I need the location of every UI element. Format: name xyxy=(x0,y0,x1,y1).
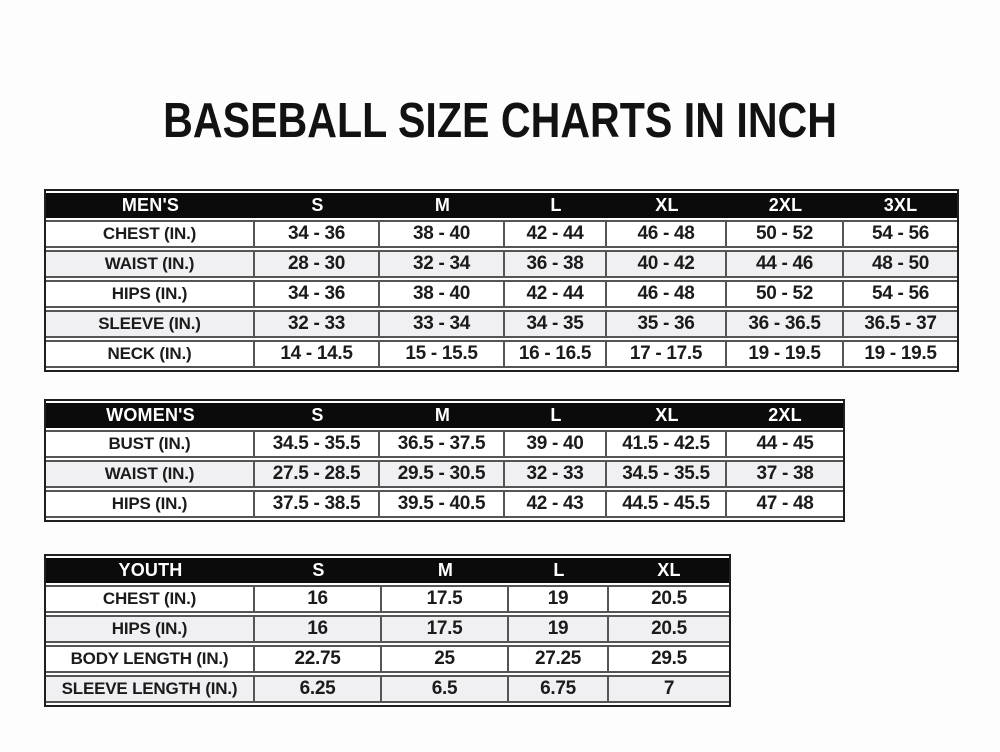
value-cell: 27.5 - 28.5 xyxy=(255,460,380,488)
value-cell: 44 - 45 xyxy=(727,430,843,458)
value-cell: 22.75 xyxy=(255,645,382,673)
row-label-cell: SLEEVE (IN.) xyxy=(46,310,255,338)
value-cell: 38 - 40 xyxy=(380,220,505,248)
value-cell: 40 - 42 xyxy=(607,250,727,278)
value-cell: 16 - 16.5 xyxy=(505,340,607,368)
row-label-cell: WAIST (IN.) xyxy=(46,250,255,278)
youth-size-table xyxy=(44,554,731,707)
value-cell: 42 - 44 xyxy=(505,280,607,308)
value-cell: 6.25 xyxy=(255,675,382,703)
value-cell: 19 xyxy=(509,615,609,643)
row-label-cell: HIPS (IN.) xyxy=(46,615,255,643)
youth-table-title-cell: YOUTH xyxy=(46,558,255,583)
value-cell: 36 - 38 xyxy=(505,250,607,278)
value-cell: 54 - 56 xyxy=(844,280,957,308)
value-cell: 16 xyxy=(255,585,382,613)
value-cell: 20.5 xyxy=(609,615,729,643)
header-row xyxy=(46,193,957,218)
mens-size-table xyxy=(44,189,959,372)
size-header-cell: M xyxy=(380,403,505,428)
value-cell: 28 - 30 xyxy=(255,250,380,278)
size-header-cell: XL xyxy=(607,193,727,218)
value-cell: 19 - 19.5 xyxy=(727,340,844,368)
size-header-cell: 2XL xyxy=(727,403,843,428)
table-row xyxy=(46,615,729,643)
row-label-cell: BUST (IN.) xyxy=(46,430,255,458)
table-row xyxy=(46,430,843,458)
womens-size-table xyxy=(44,399,845,522)
value-cell: 20.5 xyxy=(609,585,729,613)
row-label-cell: WAIST (IN.) xyxy=(46,460,255,488)
value-cell: 41.5 - 42.5 xyxy=(607,430,727,458)
title-bar xyxy=(0,64,1000,179)
table-row xyxy=(46,250,957,278)
value-cell: 29.5 xyxy=(609,645,729,673)
row-label-cell: CHEST (IN.) xyxy=(46,220,255,248)
value-cell: 54 - 56 xyxy=(844,220,957,248)
value-cell: 34 - 35 xyxy=(505,310,607,338)
value-cell: 33 - 34 xyxy=(380,310,505,338)
table-row xyxy=(46,585,729,613)
value-cell: 44 - 46 xyxy=(727,250,844,278)
value-cell: 46 - 48 xyxy=(607,220,727,248)
size-header-cell: XL xyxy=(609,558,729,583)
row-label-cell: SLEEVE LENGTH (IN.) xyxy=(46,675,255,703)
value-cell: 42 - 44 xyxy=(505,220,607,248)
size-header-cell: M xyxy=(380,193,505,218)
value-cell: 34.5 - 35.5 xyxy=(607,460,727,488)
value-cell: 32 - 33 xyxy=(255,310,380,338)
value-cell: 27.25 xyxy=(509,645,609,673)
table-row xyxy=(46,460,843,488)
value-cell: 34 - 36 xyxy=(255,220,380,248)
value-cell: 46 - 48 xyxy=(607,280,727,308)
value-cell: 37 - 38 xyxy=(727,460,843,488)
size-header-cell: XL xyxy=(607,403,727,428)
row-label-cell: HIPS (IN.) xyxy=(46,280,255,308)
table-row xyxy=(46,310,957,338)
value-cell: 47 - 48 xyxy=(727,490,843,518)
table-row xyxy=(46,220,957,248)
page-title: BASEBALL SIZE CHARTS IN INCH xyxy=(163,93,837,148)
table-row xyxy=(46,340,957,368)
value-cell: 6.75 xyxy=(509,675,609,703)
header-row xyxy=(46,558,729,583)
value-cell: 14 - 14.5 xyxy=(255,340,380,368)
size-header-cell: 3XL xyxy=(844,193,957,218)
size-header-cell: S xyxy=(255,193,380,218)
row-label-cell: NECK (IN.) xyxy=(46,340,255,368)
size-header-cell: L xyxy=(505,193,607,218)
value-cell: 50 - 52 xyxy=(727,220,844,248)
size-header-cell: S xyxy=(255,403,380,428)
value-cell: 42 - 43 xyxy=(505,490,607,518)
value-cell: 17.5 xyxy=(382,615,509,643)
value-cell: 25 xyxy=(382,645,509,673)
value-cell: 17 - 17.5 xyxy=(607,340,727,368)
value-cell: 15 - 15.5 xyxy=(380,340,505,368)
table-row xyxy=(46,490,843,518)
value-cell: 32 - 33 xyxy=(505,460,607,488)
value-cell: 37.5 - 38.5 xyxy=(255,490,380,518)
size-header-cell: L xyxy=(509,558,609,583)
table-row xyxy=(46,280,957,308)
womens-table-title-cell: WOMEN'S xyxy=(46,403,255,428)
size-header-cell: M xyxy=(382,558,509,583)
mens-table-title-cell: MEN'S xyxy=(46,193,255,218)
value-cell: 29.5 - 30.5 xyxy=(380,460,505,488)
row-label-cell: CHEST (IN.) xyxy=(46,585,255,613)
row-label-cell: HIPS (IN.) xyxy=(46,490,255,518)
value-cell: 36.5 - 37 xyxy=(844,310,957,338)
value-cell: 19 - 19.5 xyxy=(844,340,957,368)
value-cell: 6.5 xyxy=(382,675,509,703)
table-row xyxy=(46,675,729,703)
size-header-cell: S xyxy=(255,558,382,583)
value-cell: 50 - 52 xyxy=(727,280,844,308)
value-cell: 19 xyxy=(509,585,609,613)
value-cell: 34.5 - 35.5 xyxy=(255,430,380,458)
value-cell: 7 xyxy=(609,675,729,703)
value-cell: 17.5 xyxy=(382,585,509,613)
value-cell: 36 - 36.5 xyxy=(727,310,844,338)
table-row xyxy=(46,645,729,673)
value-cell: 34 - 36 xyxy=(255,280,380,308)
value-cell: 36.5 - 37.5 xyxy=(380,430,505,458)
value-cell: 44.5 - 45.5 xyxy=(607,490,727,518)
size-header-cell: L xyxy=(505,403,607,428)
value-cell: 39 - 40 xyxy=(505,430,607,458)
value-cell: 39.5 - 40.5 xyxy=(380,490,505,518)
row-label-cell: BODY LENGTH (IN.) xyxy=(46,645,255,673)
value-cell: 32 - 34 xyxy=(380,250,505,278)
header-row xyxy=(46,403,843,428)
value-cell: 35 - 36 xyxy=(607,310,727,338)
value-cell: 16 xyxy=(255,615,382,643)
value-cell: 38 - 40 xyxy=(380,280,505,308)
size-header-cell: 2XL xyxy=(727,193,844,218)
value-cell: 48 - 50 xyxy=(844,250,957,278)
